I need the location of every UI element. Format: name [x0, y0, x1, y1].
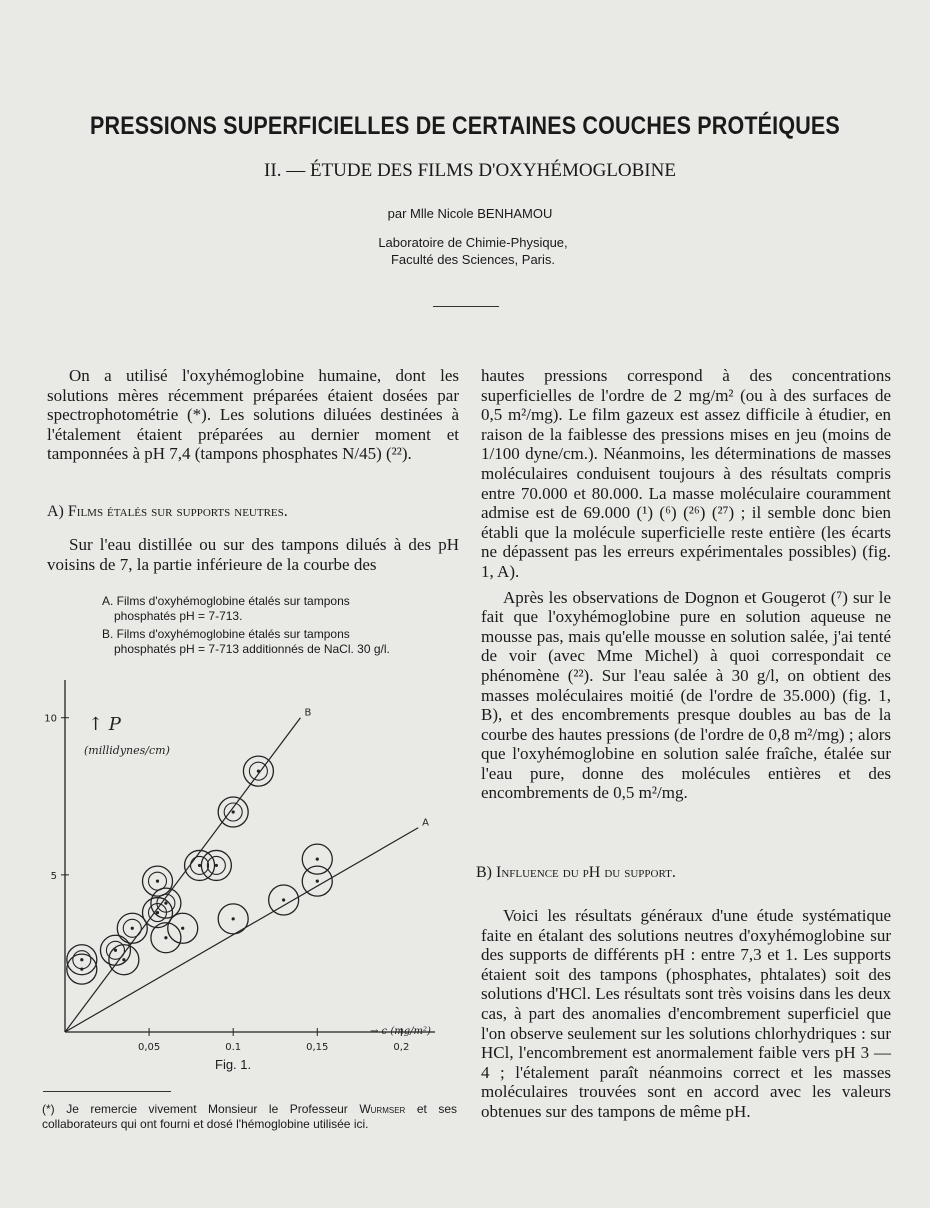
- point-dot: [257, 770, 260, 773]
- article-subtitle: II. — ÉTUDE DES FILMS D'OXYHÉMOGLOBINE: [264, 160, 676, 181]
- data-point-B: [218, 797, 248, 827]
- right-paragraph-3: Voici les résultats généraux d'une étude systématique faite en étalant des solutions neutres d'oxyhémoglobine sur des supports de différents pH : entre 7,3 et 1. Les supports étaient soit des tampons (phosphates, phtalates) soit des solutions d'HCl. Les résultats sont très voisins dans les deux cas, à part des anomalies d'encombrement superficiel que l'on observe seulement sur les solutions chlorhydriques : sur HCl, l'encombrement est anormalement faible vers pH 3 — 4 ; l'étalement paraît néanmoins correct et les masses moléculaires trouvées sont en accord avec les valeurs obtenues sur des tampons de même pH.: [481, 906, 891, 1121]
- y-axis-label: ↑ P: [88, 714, 121, 735]
- left-column-intro: [47, 366, 459, 464]
- point-dot: [156, 911, 159, 914]
- x-tick-label: 0.1: [225, 1042, 242, 1053]
- affiliation-line-1: Laboratoire de Chimie-Physique,: [378, 235, 568, 250]
- caption-b: B. Films d'oxyhémoglobine étalés sur tampons phosphatés pH = 7-713 additionnés de NaCl. 30 g/l.: [102, 627, 390, 656]
- right-column-bottom: [481, 906, 891, 1122]
- article-title: PRESSIONS SUPERFICIELLES DE CERTAINES COUCHES PROTÉIQUES: [90, 112, 840, 140]
- point-dot: [114, 949, 117, 952]
- footnote-name: Wurmser: [359, 1102, 406, 1116]
- x-tick-label: 0,2: [393, 1042, 410, 1053]
- point-dot: [122, 958, 125, 961]
- point-dot: [316, 858, 319, 861]
- data-point-B: [201, 850, 231, 880]
- footnote-marker: (*): [42, 1102, 55, 1116]
- figure-1-chart: [40, 680, 460, 1055]
- point-dot: [131, 927, 134, 930]
- footnote-text-2: et ses collaborateurs qui ont fourni et dosé l'hémoglobine utilisée ici.: [42, 1102, 458, 1131]
- x-tick-label: 0,15: [306, 1042, 329, 1053]
- footnote: [42, 1102, 457, 1132]
- point-dot: [164, 936, 167, 939]
- fit-line-label-B: B: [304, 707, 312, 719]
- fit-line-label-A: A: [422, 817, 430, 829]
- data-points: [67, 756, 332, 984]
- affiliation-line-2: Faculté des Sciences, Paris.: [390, 252, 556, 267]
- data-point-B: [243, 756, 273, 786]
- x-tick-label: 0,05: [137, 1042, 161, 1053]
- right-paragraph-2: Après les observations de Dognon et Gougerot (⁷) sur le fait que l'oxyhémoglobine pure en solution aqueuse ne mousse pas, mais qu'elle mousse en solution salée, j'ai tenté de voir (avec Mme Michel) à quoi correspondait ce phénomène (²²). Sur l'eau salée à 30 g/l, on obtient des masses moléculaires moitié (de l'ordre de 35.000) (fig. 1, B), et des encombrements presque doubles au bas de la courbe des hautes pressions (de l'ordre de 0,8 m²/mg) ; alors que l'oxyhémoglobine en solution salée fraîche, étalée sur l'eau pure, donne des molécules entières et des encombrements de 0,5 m²/mg.: [481, 587, 891, 803]
- section-b-heading: B) Influence du pH du support.: [476, 864, 676, 881]
- point-dot: [232, 810, 235, 813]
- point-dot: [316, 880, 319, 883]
- y-tick-label: 10: [44, 713, 57, 725]
- data-point-B: [143, 866, 173, 896]
- figure-label: Fig. 1.: [215, 1057, 252, 1072]
- section-a-heading: A) Films étalés sur supports neutres.: [47, 503, 288, 520]
- point-dot: [232, 917, 235, 920]
- author-byline: par Mlle Nicole BENHAMOU: [387, 206, 553, 221]
- right-paragraph-1: hautes pressions correspond à des concentrations superficielles de l'ordre de 2 mg/m² (ou à des surfaces de 0,5 m²/mg). Le film gazeux est assez difficile à étudier, en raison de la faiblesse des pressions mises en jeu (moins de 1/100 dyne/cm.). Néanmoins, les déterminations de masses moléculaires conduisent toujours à des résultats compris entre 70.000 et 80.000. La masse moléculaire couramment admise est de 69.000 (¹) (⁶) (²⁶) (²⁷) ; il semble donc bien établi que la molécule superficielle reste entière (les écarts ne dépassent pas les erreurs expérimentales possibles) (fig. 1, A).: [481, 366, 891, 581]
- point-dot: [215, 864, 218, 867]
- figure-caption: [102, 594, 402, 660]
- data-point-A: [218, 904, 248, 934]
- footnote-text-1: Je remercie vivement Monsieur le Professeur: [66, 1102, 348, 1116]
- x-axis-unit: → c (mg/m²): [370, 1026, 431, 1037]
- intro-paragraph: On a utilisé l'oxyhémoglobine humaine, dont les solutions mères récemment préparées étaient dosées par spectrophotométrie (*). Les solutions diluées destinées à l'étalement étaient préparées au dernier moment et tamponnées à pH 7,4 (tampons phosphates N/45) (²²).: [47, 366, 459, 464]
- affiliation: [0, 234, 930, 268]
- title-divider: [433, 306, 499, 307]
- right-column-top: [481, 366, 891, 803]
- caption-a: A. Films d'oxyhémoglobine étalés sur tampons phosphatés pH = 7-713.: [102, 594, 350, 623]
- point-dot: [181, 927, 184, 930]
- left-column-section-a: [47, 535, 459, 574]
- point-dot: [80, 958, 83, 961]
- point-dot: [156, 880, 159, 883]
- point-dot: [164, 902, 167, 905]
- footnote-rule: [43, 1091, 171, 1092]
- point-dot: [198, 864, 201, 867]
- axis-ticks: [44, 714, 409, 1053]
- y-axis-unit: (millidynes/cm): [84, 744, 170, 757]
- y-tick-label: 5: [50, 870, 57, 882]
- section-a-paragraph: Sur l'eau distillée ou sur des tampons dilués à des pH voisins de 7, la partie inférieure de la courbe des: [47, 535, 459, 574]
- data-point-A: [302, 844, 332, 874]
- point-dot: [282, 898, 285, 901]
